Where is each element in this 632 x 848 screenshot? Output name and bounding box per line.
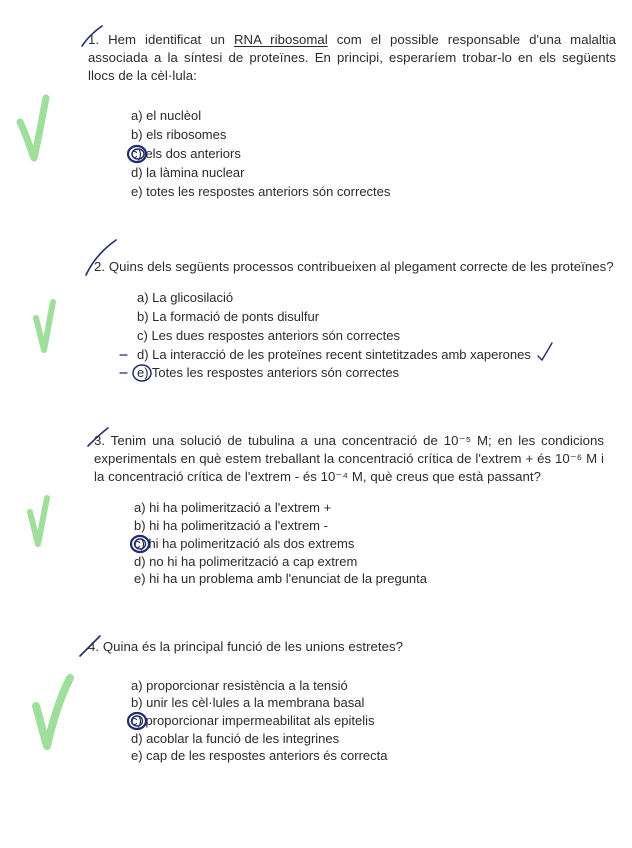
question-3-option-c: c) hi ha polimerització als dos extrems — [134, 536, 355, 551]
question-3-option-d: d) no hi ha polimerització a cap extrem — [134, 554, 358, 569]
green-checkmark-icon — [20, 98, 46, 158]
green-checkmark-icon — [36, 678, 70, 746]
question-4-option-d: d) acoblar la funció de les integrines — [131, 731, 340, 746]
question-4-option-c: c) proporcionar impermeabilitat als epitelis — [131, 713, 375, 728]
question-1-text-underlined: RNA ribosomal — [233, 32, 328, 47]
question-1-number: 1. — [88, 32, 100, 47]
pen-tick-icon — [538, 343, 552, 360]
question-4-number: 4. — [88, 639, 100, 654]
question-3-option-b: b) hi ha polimerització a l'extrem - — [134, 518, 328, 533]
question-1-option-d: d) la làmina nuclear — [131, 165, 245, 180]
question-2-option-d: d) La interacció de les proteïnes recent sintetitzades amb xaperones — [137, 347, 531, 362]
question-2-option-a: a) La glicosilació — [137, 290, 234, 305]
question-1-option-b: b) els ribosomes — [131, 127, 227, 142]
question-2-number: 2. — [94, 259, 106, 274]
question-4-option-e: e) cap de les respostes anteriors és correcta — [131, 748, 388, 763]
question-1-text-after: com el possible responsable d'una malaltia associada a la síntesi de proteïnes. En principi, esperaríem trobar-lo en els següents llocs de la cèl·lula: — [88, 32, 616, 83]
question-3-option-e: e) hi ha un problema amb l'enunciat de la pregunta — [134, 571, 428, 586]
question-4-option-b: b) unir les cèl·lules a la membrana basal — [131, 695, 365, 710]
green-checkmark-icon — [36, 302, 53, 350]
question-3-text-body: Tenim una solució de tubulina a una concentració de 10⁻⁵ M; en les condicions experimentals en què estem treballant la concentració crítica de l'extrem + és 10⁻⁶ M i la concentració crítica de l'extrem - és 10⁻⁴ M, què creus que està passant? — [94, 433, 604, 484]
question-2-option-b: b) La formació de ponts disulfur — [137, 309, 320, 324]
question-2-text — [94, 258, 616, 276]
question-4-option-a: a) proporcionar resistència a la tensió — [131, 678, 348, 693]
question-3-option-a: a) hi ha polimerització a l'extrem + — [134, 500, 332, 515]
question-1-option-c: c) els dos anteriors — [131, 146, 241, 161]
question-1-option-a: a) el nuclèol — [131, 108, 202, 123]
question-3-text — [94, 432, 604, 486]
question-2-option-e: e) Totes les respostes anteriors són correctes — [137, 365, 400, 380]
question-1-text-before: Hem identificat un — [108, 32, 234, 47]
question-4-text-body: Quina és la principal funció de les unions estretes? — [102, 639, 404, 654]
question-4-text — [88, 638, 608, 656]
question-2-text-body: Quins dels següents processos contribueixen al plegament correcte de les proteïnes? — [108, 259, 614, 274]
question-1-option-e: e) totes les respostes anteriors són correctes — [131, 184, 391, 199]
question-1-text — [88, 31, 616, 85]
green-checkmark-icon — [30, 498, 47, 544]
question-2-option-c: c) Les dues respostes anteriors són correctes — [137, 328, 401, 343]
question-3-number: 3. — [94, 433, 106, 448]
